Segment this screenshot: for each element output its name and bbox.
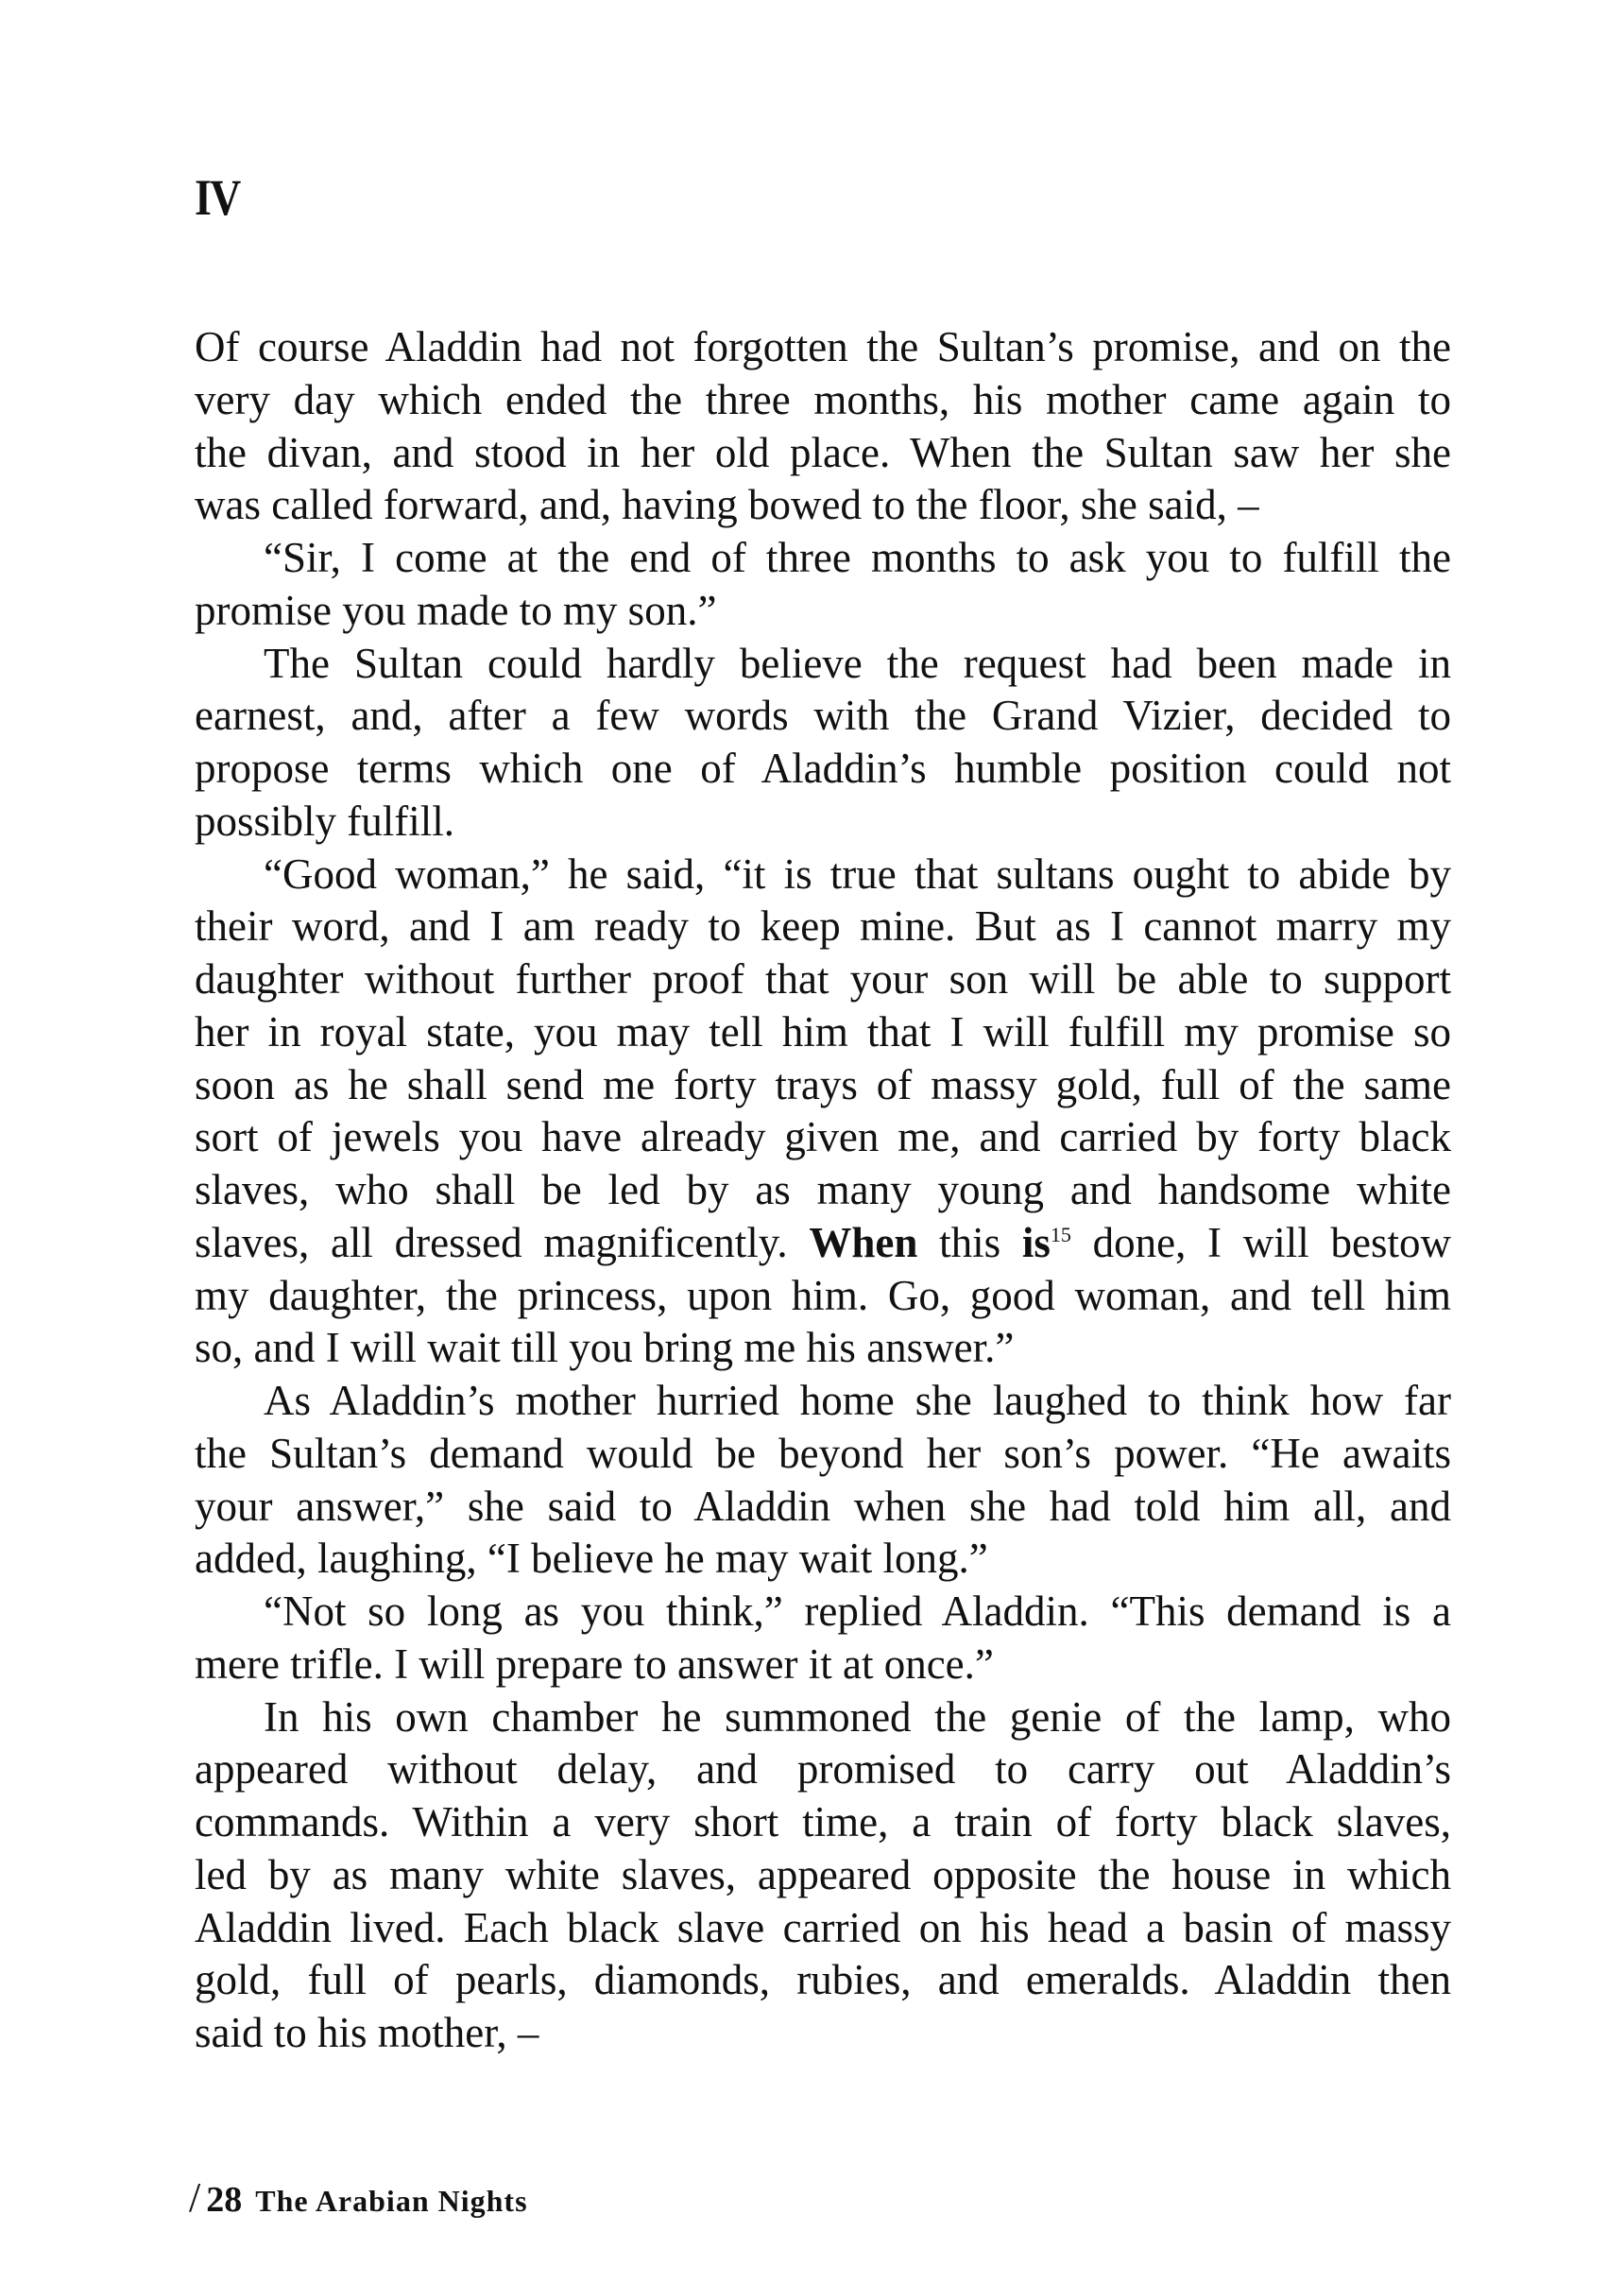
text-line [195, 1111, 1451, 1164]
text-line [195, 532, 1451, 585]
text-line [195, 479, 1451, 532]
text-line [195, 638, 1451, 691]
text-line [195, 1006, 1451, 1059]
line-text: the divan, and stood in her old place. When the Sultan saw her she [195, 428, 1451, 476]
text-line [195, 1164, 1451, 1217]
line-text: promise you made to my son.” [195, 586, 717, 634]
text-line [195, 1375, 1451, 1428]
line-text: Of course Aladdin had not forgotten the Sultan’s promise, and on the [195, 323, 1451, 370]
text-line [195, 427, 1451, 480]
line-text: soon as he shall send me forty trays of massy gold, full of the same [195, 1060, 1451, 1108]
text-line [195, 2007, 1451, 2060]
text-line [195, 374, 1451, 427]
line-text: was called forward, and, having bowed to the floor, she said, – [195, 481, 1259, 529]
line-text: done, I will bestow [1070, 1218, 1451, 1266]
body-text [195, 321, 1451, 2060]
line-text: mere trifle. I will prepare to answer it at once.” [195, 1639, 994, 1688]
text-line [195, 585, 1451, 638]
line-text: sort of jewels you have already given me, and carried by forty black [195, 1113, 1451, 1161]
line-text: this [917, 1218, 1022, 1266]
text-line [195, 1322, 1451, 1375]
line-text: “Good woman,” he said, “it is true that sultans ought to abide by [264, 850, 1451, 898]
text-line [195, 1586, 1451, 1639]
bold-text: When [809, 1218, 918, 1266]
page-number: 28 [206, 2180, 243, 2220]
paragraph [195, 1586, 1451, 1691]
text-line [195, 690, 1451, 743]
chapter-heading: IV [195, 169, 240, 226]
footnote-marker: 15 [1050, 1222, 1071, 1246]
line-text: possibly fulfill. [195, 797, 455, 845]
text-line [195, 901, 1451, 953]
text-line [195, 1533, 1451, 1586]
paragraph [195, 1691, 1451, 2060]
line-text: slaves, all dressed magnificently. [195, 1218, 810, 1266]
paragraph [195, 638, 1451, 849]
text-line [195, 1902, 1451, 1955]
book-title: The Arabian Nights [255, 2184, 528, 2218]
text-line [195, 796, 1451, 849]
line-text: led by as many white slaves, appeared opposite the house in which [195, 1850, 1451, 1898]
page-footer [189, 2173, 528, 2222]
line-text: her in royal state, you may tell him that I will fulfill my promise so [195, 1007, 1451, 1056]
text-line [195, 953, 1451, 1006]
line-text: The Sultan could hardly believe the request had been made in [264, 639, 1451, 687]
text-line [195, 1743, 1451, 1796]
line-text: commands. Within a very short time, a train of forty black slaves, [195, 1798, 1451, 1845]
line-text: In his own chamber he summoned the genie of the lamp, who [264, 1692, 1451, 1741]
line-text: their word, and I am ready to keep mine. But as I cannot marry my [195, 902, 1451, 951]
line-text: slaves, who shall be led by as many young and handsome white [195, 1166, 1451, 1213]
text-line [195, 1639, 1451, 1691]
text-line [195, 743, 1451, 796]
text-line [195, 1796, 1451, 1849]
bold-text: is [1021, 1218, 1051, 1266]
text-line [195, 849, 1451, 901]
line-text: “Not so long as you think,” replied Aladdin. “This demand is a [264, 1588, 1451, 1635]
text-line [195, 1428, 1451, 1481]
line-text: my daughter, the princess, upon him. Go, good woman, and tell him [195, 1271, 1451, 1319]
text-line [195, 1217, 1451, 1270]
line-text: the Sultan’s demand would be beyond her son’s power. “He awaits [195, 1429, 1451, 1477]
line-text: propose terms which one of Aladdin’s humble position could not [195, 745, 1451, 792]
line-text: Aladdin lived. Each black slave carried on his head a basin of massy [195, 1903, 1451, 1951]
line-text: earnest, and, after a few words with the Grand Vizier, decided to [195, 692, 1451, 740]
paragraph [195, 1375, 1451, 1586]
line-text: daughter without further proof that your son will be able to support [195, 955, 1451, 1003]
text-line [195, 1059, 1451, 1112]
line-text: As Aladdin’s mother hurried home she laughed to think how far [264, 1377, 1451, 1424]
line-text: so, and I will wait till you bring me his answer.” [195, 1324, 1015, 1372]
text-line [195, 1481, 1451, 1534]
paragraph [195, 321, 1451, 532]
line-text: “Sir, I come at the end of three months to ask you to fulfill the [264, 534, 1451, 581]
line-text: your answer,” she said to Aladdin when she had told him all, and [195, 1482, 1451, 1530]
line-text: gold, full of pearls, diamonds, rubies, and emeralds. Aladdin then [195, 1956, 1451, 2004]
line-text: added, laughing, “I believe he may wait long.” [195, 1535, 988, 1583]
footer-slash: / [189, 2174, 201, 2221]
paragraph [195, 849, 1451, 1376]
text-line [195, 1849, 1451, 1902]
text-line [195, 1954, 1451, 2007]
line-text: appeared without delay, and promised to carry out Aladdin’s [195, 1745, 1451, 1794]
text-line [195, 321, 1451, 374]
line-text: very day which ended the three months, his mother came again to [195, 375, 1451, 423]
text-line [195, 1270, 1451, 1323]
paragraph [195, 532, 1451, 638]
text-line [195, 1691, 1451, 1744]
line-text: said to his mother, – [195, 2009, 539, 2056]
